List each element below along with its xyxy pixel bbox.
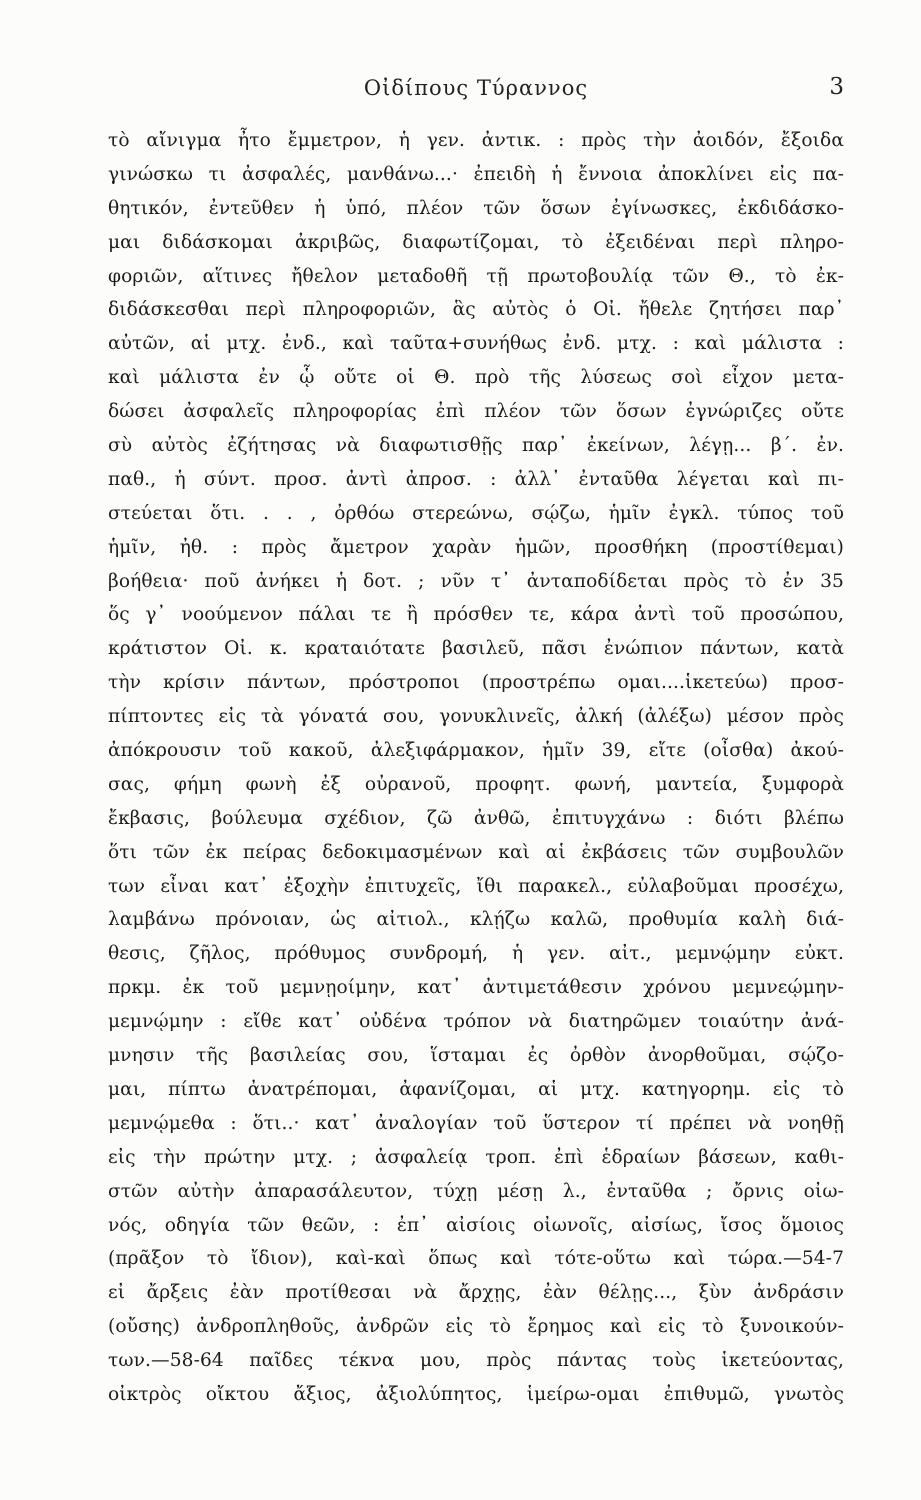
page-number: 3 — [829, 74, 844, 100]
text-line: πίπτοντες εἰς τὰ γόνατά σου, γονυκλινεῖς, ἀλκή (ἀλέξω) μέσον πρὸς — [108, 706, 844, 728]
text-line: παθ., ἡ σύντ. προσ. ἀντὶ ἀπροσ. : ἀλλ᾽ ἐνταῦθα λέγεται καὶ πι- — [108, 468, 844, 490]
text-line: μαι διδάσκομαι ἀκριβῶς, διαφωτίζομαι, τὸ ἐξειδέναι περὶ πληρο- — [108, 231, 844, 253]
text-line: πρκμ. ἐκ τοῦ μεμνῃοίμην, κατ᾽ ἀντιμετάθεσιν χρόνου μεμνεῴμην- — [108, 977, 844, 999]
text-line: ἀπόκρουσιν τοῦ κακοῦ, ἀλεξιφάρμακον, ἡμῖν 39, εἴτε (οἶσθα) ἀκού- — [108, 740, 844, 762]
text-line: λαμβάνω πρόνοιαν, ὡς αἰτιολ., κλῄζω καλῶ, προθυμία καλὴ διά- — [108, 909, 844, 931]
text-line: οἰκτρὸς οἴκτου ἄξιος, ἀξιολύπητος, ἱμείρω-ομαι ἐπιθυμῶ, γνωτὸς — [108, 1383, 844, 1405]
commentary-text — [108, 124, 844, 1412]
text-line: κράτιστον Οἰ. κ. κραταιότατε βασιλεῦ, πᾶσι ἐνώπιον πάντων, κατὰ — [108, 638, 844, 660]
text-line: ὅς γ᾽ νοούμενον πάλαι τε ἢ πρόσθεν τε, κάρα ἀντὶ τοῦ προσώπου, — [108, 604, 844, 626]
text-line: εἰ ἄρξεις ἐὰν προτίθεσαι νὰ ἄρχῃς, ἐὰν θέλῃς..., ξὺν ἀνδράσιν — [108, 1282, 844, 1304]
text-line: καὶ μάλιστα ἐν ᾧ οὔτε οἱ Θ. πρὸ τῆς λύσεως σοὶ εἶχον μετα- — [108, 367, 844, 389]
text-line: των.—58-64 παῖδες τέκνα μου, πρὸς πάντας τοὺς ἱκετεύοντας, — [108, 1350, 844, 1372]
text-line: διδάσκεσθαι περὶ πληροφοριῶν, ἃς αὐτὸς ὁ Οἰ. ἤθελε ζητήσει παρ᾽ — [108, 299, 844, 321]
text-line: τὸ αἴνιγμα ἦτο ἔμμετρον, ἡ γεν. ἀντικ. : πρὸς τὴν ἀοιδόν, ἔξοιδα — [108, 130, 844, 151]
text-line: θητικόν, ἐντεῦθεν ἡ ὑπό, πλέον τῶν ὅσων ἐγίνωσκες, ἐκδιδάσκο- — [108, 197, 844, 219]
text-line: φοριῶν, αἵτινες ἤθελον μεταδοθῆ τῇ πρωτοβουλίᾳ τῶν Θ., τὸ ἐκ- — [108, 265, 844, 287]
text-line: γινώσκω τι ἀσφαλές, μανθάνω...· ἐπειδὴ ἡ ἔννοια ἀποκλίνει εἰς πα- — [108, 163, 844, 185]
text-line: στῶν αὐτὴν ἀπαρασάλευτον, τύχῃ μέσῃ λ., ἐνταῦθα ; ὄρνις οἰω- — [108, 1180, 844, 1202]
text-line: αὐτῶν, αἱ μτχ. ἐνδ., καὶ ταῦτα+συνήθως ἐνδ. μτχ. : καὶ μάλιστα : — [108, 333, 844, 355]
text-line: στεύεται ὅτι. . . , ὀρθόω στερεώνω, σῴζω, ἡμῖν ἐγκλ. τύπος τοῦ — [108, 502, 844, 524]
text-line: νός, οδηγία τῶν θεῶν, : ἐπ᾽ αἰσίοις οἰωνοῖς, αἰσίως, ἴσος ὅμοιος — [108, 1214, 844, 1236]
text-line: ὅτι τῶν ἐκ πείρας δεδοκιμασμένων καὶ αἱ ἐκβάσεις τῶν συμβουλῶν — [108, 841, 844, 863]
text-line: ἡμῖν, ἠθ. : πρὸς ἄμετρον χαρὰν ἡμῶν, προσθήκη (προστίθεμαι) — [108, 536, 844, 558]
text-line: ἔκβασις, βούλευμα σχέδιον, ζῶ ἀνθῶ, ἐπιτυγχάνω : διότι βλέπω — [108, 807, 844, 829]
text-line: τὴν κρίσιν πάντων, πρόστροποι (προστρέπω ομαι....ἱκετεύω) προσ- — [108, 672, 844, 694]
text-line: βοήθεια· ποῦ ἀνήκει ἡ δοτ. ; νῦν τ᾽ ἀνταποδίδεται πρὸς τὸ ἐν 35 — [108, 570, 844, 592]
text-line: θεσις, ζῆλος, πρόθυμος συνδρομή, ἡ γεν. αἰτ., μεμνῴμην εὐκτ. — [108, 943, 844, 965]
text-line: μεμνῴμην : εἴθε κατ᾽ οὐδένα τρόπον νὰ διατηρῶμεν τοιαύτην ἀνά- — [108, 1011, 844, 1033]
text-line: εἰς τὴν πρώτην μτχ. ; ἀσφαλείᾳ τροπ. ἐπὶ ἑδραίων βάσεων, καθι- — [108, 1146, 844, 1168]
text-line: (πρᾶξον τὸ ἴδιον), καὶ-καὶ ὅπως καὶ τότε-οὕτω καὶ τώρα.—54-7 — [108, 1248, 844, 1270]
text-line: σὺ αὐτὸς ἐζήτησας νὰ διαφωτισθῇς παρ᾽ ἐκείνων, λέγῃ... β΄. ἐν. — [108, 435, 844, 457]
text-line: των εἶναι κατ᾽ ἐξοχὴν ἐπιτυχεῖς, ἴθι παρακελ., εὐλαβοῦμαι προσέχω, — [108, 875, 844, 897]
text-line: δώσει ἀσφαλεῖς πληροφορίας ἐπὶ πλέον τῶν ὅσων ἐγνώριζες οὔτε — [108, 401, 844, 423]
page-header — [108, 70, 844, 110]
text-line: μνησιν τῆς βασιλείας σου, ἵσταμαι ἐς ὀρθὸν ἀνορθοῦμαι, σῴζο- — [108, 1045, 844, 1067]
text-line: (οὔσης) ἀνδροπληθοῦς, ἀνδρῶν εἰς τὸ ἔρημος καὶ εἰς τὸ ξυνοικούν- — [108, 1316, 844, 1338]
running-title: Οἰδίπους Τύραννος — [363, 76, 589, 100]
text-line: μαι, πίπτω ἀνατρέπομαι, ἀφανίζομαι, αἱ μτχ. κατηγορημ. εἰς τὸ — [108, 1078, 844, 1100]
text-line: μεμνῴμεθα : ὅτι..· κατ᾽ ἀναλογίαν τοῦ ὕστερον τί πρέπει νὰ νοηθῇ — [108, 1112, 844, 1134]
text-line: σας, φήμη φωνὴ ἐξ οὐρανοῦ, προφητ. φωνή, μαντεία, ξυμφορὰ — [108, 773, 844, 795]
